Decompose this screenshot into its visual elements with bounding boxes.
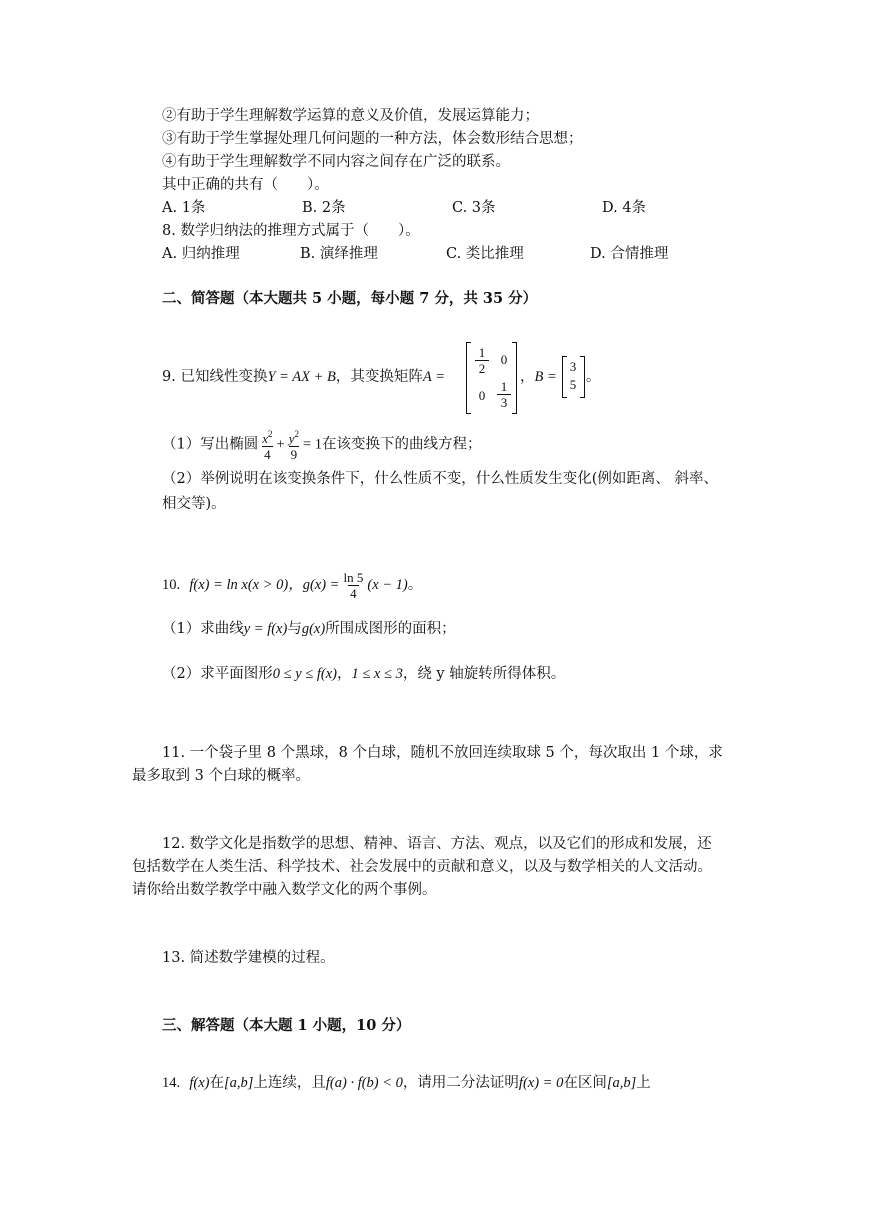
- q11-line-2: 最多取到 3 个白球的概率。: [132, 768, 310, 784]
- matrix-a-entry: 0: [500, 352, 508, 367]
- q12-line-1: 12. 数学文化是指数学的思想、精神、语言、方法、观点，以及它们的形成和发展，还: [162, 836, 712, 852]
- q9-formula: Y = AX + B: [267, 369, 336, 385]
- q7-option-c: C. 3条: [452, 200, 496, 216]
- q10-g-lead: ，g(x) =: [288, 577, 340, 593]
- q8-option-c: C. 类比推理: [446, 246, 524, 262]
- matrix-a-left-bracket: [466, 342, 471, 414]
- matrix-b-right-bracket: [580, 356, 585, 398]
- matrix-a-right-bracket: [512, 342, 517, 414]
- q7-option-a: A. 1条: [162, 200, 206, 216]
- matrix-a-entry: 0: [478, 388, 486, 403]
- q10-line: 10. f(x) = ln x(x > 0)，g(x) = $\frac{\ln 5}{4}$ (x − 1)。: [162, 569, 423, 601]
- q9-line: [162, 367, 445, 387]
- q9-part-1-lead: （1）写出椭圆: [162, 436, 259, 453]
- q7-item-2: ②有助于学生理解数学运算的意义及价值，发展运算能力；: [162, 108, 539, 124]
- q10-number: 10.: [162, 577, 181, 593]
- q9-b-part: ，B =: [520, 369, 557, 385]
- q7-stem: 其中正确的共有（ ）。: [162, 177, 329, 193]
- q9-lead: 9. 已知线性变换: [162, 369, 268, 385]
- q10-f-def: f(x) = ln x(x > 0): [189, 577, 289, 593]
- q12-line-2: 包括数学在人类生活、科学技术、社会发展中的贡献和意义，以及与数学相关的人文活动。: [132, 859, 712, 875]
- q13-text: 13. 简述数学建模的过程。: [162, 950, 335, 966]
- matrix-b-entry: 3: [569, 359, 577, 374]
- q9-part-1: （1）写出椭圆 $\frac{x^2}{4}$ + $\frac{y^2}{9}$ = 1在该变换下的曲线方程；: [162, 429, 482, 462]
- q8-option-a: A. 归纳推理: [162, 246, 240, 262]
- q10-part-2: （2）求平面图形0 ≤ y ≤ f(x)，1 ≤ x ≤ 3，绕 y 轴旋转所得体积。: [162, 666, 566, 682]
- q9-end: 。: [586, 369, 601, 385]
- section-2-heading: 二、简答题（本大题共 5 小题，每小题 7 分，共 35 分）: [162, 290, 538, 307]
- q9-part-2-line-2: 相交等)。: [162, 496, 226, 512]
- q7-item-3: ③有助于学生掌握处理几何问题的一种方法，体会数形结合思想；: [162, 131, 583, 147]
- q7-option-b: B. 2条: [302, 200, 346, 216]
- q9-b-label: B =: [534, 369, 557, 385]
- q7-item-4: ④有助于学生理解数学不同内容之间存在广泛的联系。: [162, 154, 510, 170]
- q9-a-label: A =: [422, 369, 445, 385]
- matrix-b-entry: 5: [569, 377, 577, 392]
- q9-part-1-tail: 在该变换下的曲线方程；: [322, 436, 482, 453]
- q9-part-2-line-1: （2）举例说明在该变换条件下，什么性质不变，什么性质发生变化(例如距离、 斜率、: [162, 471, 718, 487]
- q11-line-1: 11. 一个袋子里 8 个黑球，8 个白球，随机不放回连续取球 5 个，每次取出 1 个球，求: [162, 745, 723, 761]
- q10-end: 。: [407, 577, 423, 593]
- q8-option-b: B. 演绎推理: [300, 246, 378, 262]
- matrix-a-entry: 1: [497, 379, 511, 395]
- section-3-heading: 三、解答题（本大题 1 小题，10 分）: [162, 1017, 411, 1034]
- q9-mid: ，其变换矩阵: [335, 369, 423, 385]
- q14-line: 14. f(x)在[a,b]上连续，且f(a) · f(b) < 0，请用二分法证明f(x) = 0在区间[a,b]上: [162, 1075, 651, 1091]
- matrix-a: [466, 342, 516, 412]
- matrix-b: [562, 356, 584, 396]
- q9-ellipse-rhs: = 1: [302, 436, 323, 453]
- matrix-a-entry: 2: [478, 361, 486, 376]
- q8-stem: 8. 数学归纳法的推理方式属于（ ）。: [162, 223, 420, 239]
- q10-g-tail: (x − 1): [367, 577, 408, 593]
- q10-part-1: （1）求曲线y = f(x)与g(x)所围成图形的面积；: [162, 621, 456, 637]
- q12-line-3: 请你给出数学教学中融入数学文化的两个事例。: [132, 882, 437, 898]
- q8-option-d: D. 合情推理: [590, 246, 669, 262]
- matrix-a-entry: 3: [500, 395, 508, 410]
- q7-option-d: D. 4条: [602, 200, 647, 216]
- matrix-a-entry: 1: [475, 345, 489, 361]
